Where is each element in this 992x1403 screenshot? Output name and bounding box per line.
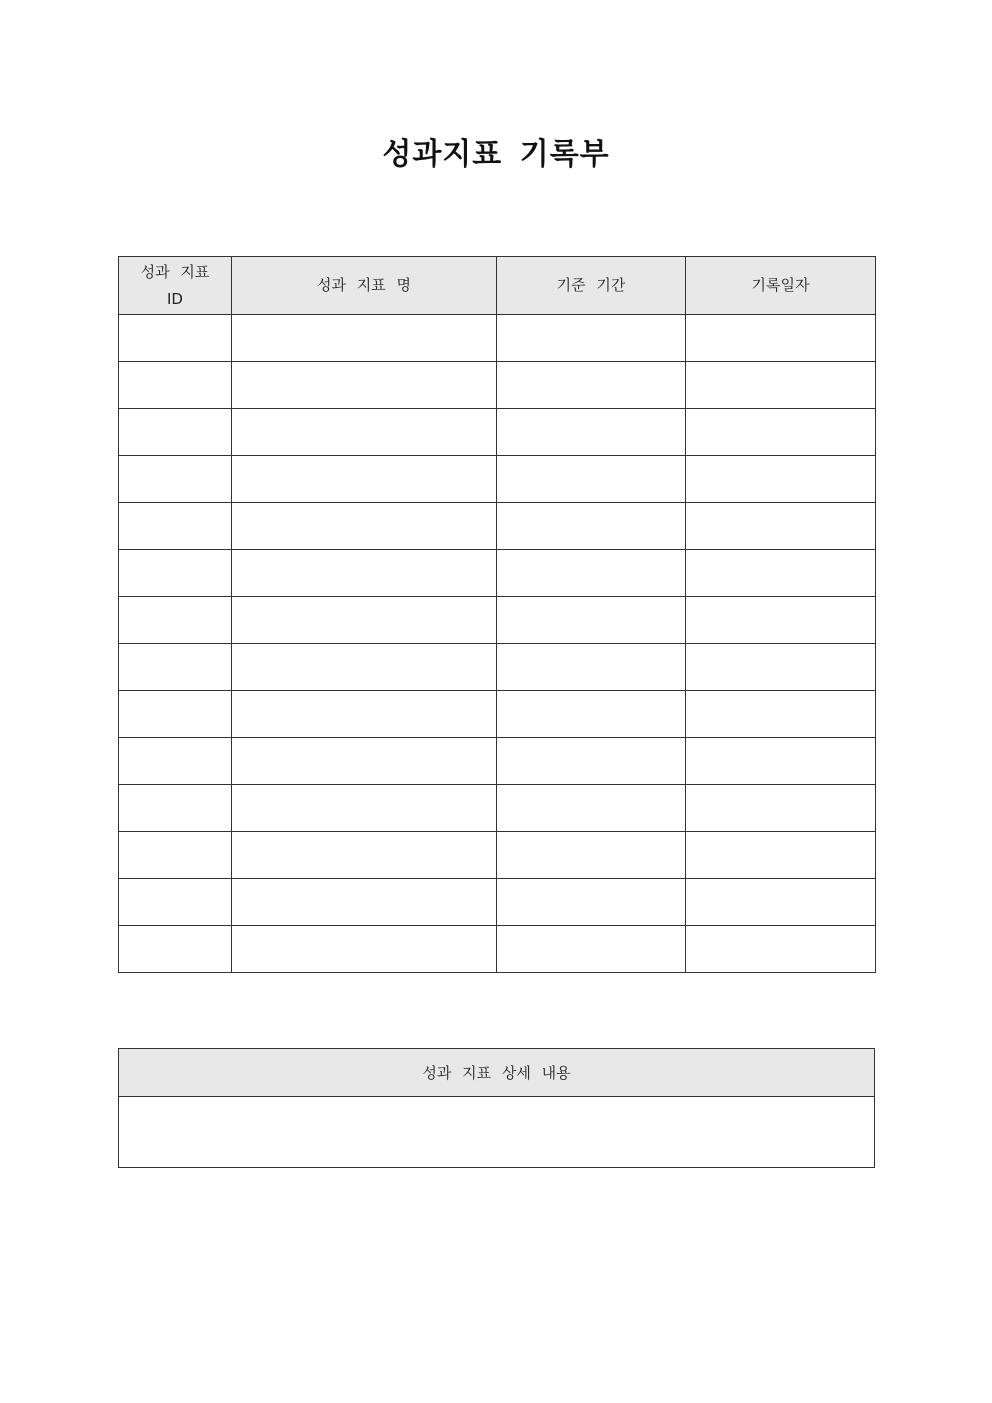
reference-period-cell[interactable] (497, 315, 686, 362)
kpi-name-cell[interactable] (232, 832, 497, 879)
header-kpi-id-line2: ID (167, 289, 183, 308)
reference-period-cell[interactable] (497, 691, 686, 738)
reference-period-cell[interactable] (497, 926, 686, 973)
kpi-name-cell[interactable] (232, 691, 497, 738)
kpi-id-cell[interactable] (119, 315, 232, 362)
kpi-name-cell[interactable] (232, 315, 497, 362)
record-date-cell[interactable] (686, 691, 876, 738)
table-row (119, 738, 876, 785)
record-date-cell[interactable] (686, 879, 876, 926)
kpi-record-table (118, 256, 876, 973)
table-row (119, 691, 876, 738)
record-date-cell[interactable] (686, 738, 876, 785)
kpi-id-cell[interactable] (119, 691, 232, 738)
header-kpi-id-line1: 성과 지표 (140, 262, 210, 281)
kpi-id-cell[interactable] (119, 644, 232, 691)
record-date-cell[interactable] (686, 503, 876, 550)
record-date-cell[interactable] (686, 644, 876, 691)
document-title: 성과지표 기록부 (382, 137, 610, 172)
record-date-cell[interactable] (686, 926, 876, 973)
reference-period-cell[interactable] (497, 832, 686, 879)
reference-period-cell[interactable] (497, 409, 686, 456)
record-date-cell[interactable] (686, 456, 876, 503)
kpi-name-cell[interactable] (232, 879, 497, 926)
record-date-cell[interactable] (686, 832, 876, 879)
kpi-id-cell[interactable] (119, 879, 232, 926)
kpi-id-cell[interactable] (119, 785, 232, 832)
table-row (119, 456, 876, 503)
table-row (119, 315, 876, 362)
kpi-name-cell[interactable] (232, 785, 497, 832)
header-reference-period: 기준 기간 (497, 257, 686, 315)
detail-header: 성과 지표 상세 내용 (119, 1049, 875, 1097)
reference-period-cell[interactable] (497, 456, 686, 503)
table-row (119, 409, 876, 456)
kpi-id-cell[interactable] (119, 362, 232, 409)
table-row (119, 926, 876, 973)
reference-period-cell[interactable] (497, 597, 686, 644)
kpi-id-cell[interactable] (119, 503, 232, 550)
reference-period-cell[interactable] (497, 879, 686, 926)
table-row (119, 597, 876, 644)
record-date-cell[interactable] (686, 785, 876, 832)
record-date-cell[interactable] (686, 362, 876, 409)
kpi-id-cell[interactable] (119, 550, 232, 597)
kpi-id-cell[interactable] (119, 409, 232, 456)
reference-period-cell[interactable] (497, 550, 686, 597)
record-date-cell[interactable] (686, 409, 876, 456)
record-date-cell[interactable] (686, 597, 876, 644)
detail-content-row (119, 1097, 875, 1168)
header-row (119, 257, 876, 315)
kpi-name-cell[interactable] (232, 503, 497, 550)
kpi-name-cell[interactable] (232, 644, 497, 691)
detail-content-cell[interactable] (119, 1097, 875, 1168)
header-kpi-id (119, 257, 232, 315)
kpi-name-cell[interactable] (232, 456, 497, 503)
table-row (119, 832, 876, 879)
record-date-cell[interactable] (686, 550, 876, 597)
kpi-id-cell[interactable] (119, 832, 232, 879)
header-kpi-name: 성과 지표 명 (232, 257, 497, 315)
kpi-name-cell[interactable] (232, 597, 497, 644)
reference-period-cell[interactable] (497, 362, 686, 409)
kpi-name-cell[interactable] (232, 550, 497, 597)
kpi-id-cell[interactable] (119, 926, 232, 973)
kpi-id-cell[interactable] (119, 456, 232, 503)
reference-period-cell[interactable] (497, 503, 686, 550)
reference-period-cell[interactable] (497, 644, 686, 691)
kpi-detail-table (118, 1048, 875, 1168)
kpi-name-cell[interactable] (232, 362, 497, 409)
table-row (119, 785, 876, 832)
table-row (119, 644, 876, 691)
kpi-name-cell[interactable] (232, 409, 497, 456)
kpi-id-cell[interactable] (119, 738, 232, 785)
record-date-cell[interactable] (686, 315, 876, 362)
kpi-name-cell[interactable] (232, 926, 497, 973)
table-row (119, 503, 876, 550)
reference-period-cell[interactable] (497, 785, 686, 832)
detail-header-row (119, 1049, 875, 1097)
kpi-id-cell[interactable] (119, 597, 232, 644)
table-row (119, 550, 876, 597)
table-row (119, 879, 876, 926)
kpi-name-cell[interactable] (232, 738, 497, 785)
header-record-date: 기록일자 (686, 257, 876, 315)
reference-period-cell[interactable] (497, 738, 686, 785)
record-rows (119, 315, 876, 973)
table-row (119, 362, 876, 409)
